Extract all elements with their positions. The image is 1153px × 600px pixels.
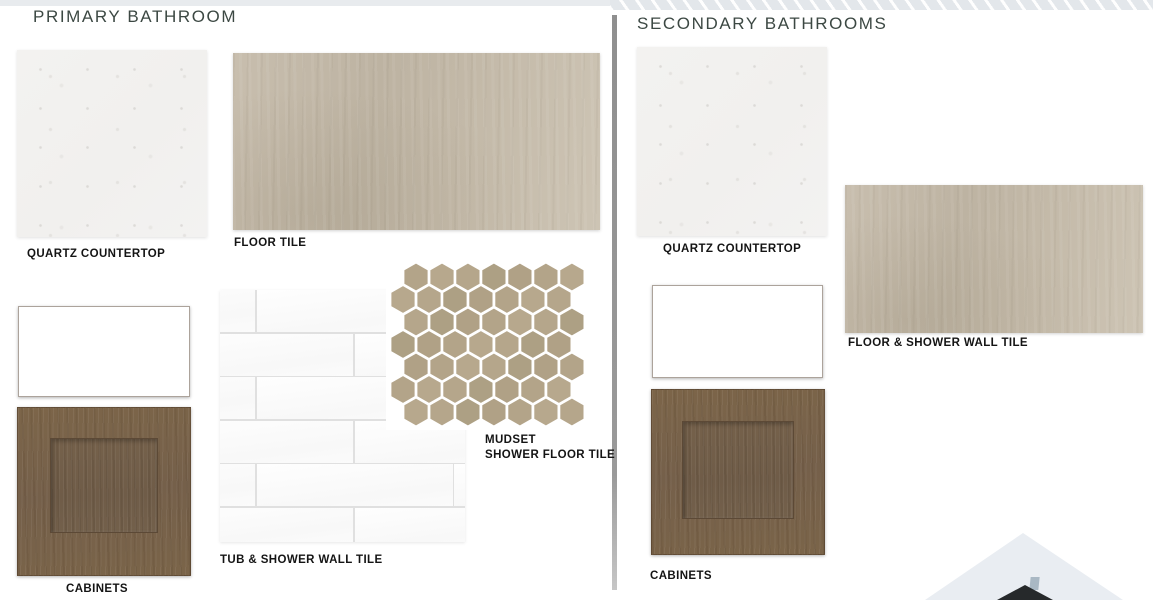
house-chimney-icon xyxy=(1029,577,1039,590)
hex-tile xyxy=(443,286,466,313)
subway-tile-row xyxy=(220,464,465,506)
hex-tile xyxy=(508,309,531,336)
hex-tile xyxy=(443,331,466,358)
hex-tile xyxy=(482,354,505,381)
primary-bathroom-heading: PRIMARY BATHROOM xyxy=(33,7,238,26)
secondary-quartz-countertop-label: QUARTZ COUNTERTOP xyxy=(663,243,802,255)
secondary-bathrooms-heading: SECONDARY BATHROOMS xyxy=(637,14,888,33)
hex-tile xyxy=(534,264,557,291)
mudset-label-line2: SHOWER FLOOR TILE xyxy=(485,449,616,461)
hex-tile xyxy=(391,376,414,403)
primary-cabinet-door-swatch xyxy=(17,407,191,576)
hex-tile xyxy=(495,331,518,358)
subway-tile xyxy=(355,508,466,543)
primary-cabinets-label: CABINETS xyxy=(66,583,128,595)
hex-tile xyxy=(560,399,583,426)
hex-tile xyxy=(404,399,427,426)
hex-tile xyxy=(547,286,570,313)
subway-tile xyxy=(220,464,255,506)
hex-tile xyxy=(391,286,414,313)
hex-tile xyxy=(430,354,453,381)
hex-tile xyxy=(508,399,531,426)
hex-tile xyxy=(456,399,479,426)
hex-tile xyxy=(469,286,492,313)
hex-tile xyxy=(469,331,492,358)
hex-tile xyxy=(521,331,544,358)
secondary-floor-shower-wall-tile-swatch xyxy=(845,185,1143,333)
hex-tile xyxy=(430,264,453,291)
hex-tile xyxy=(404,354,427,381)
secondary-cabinets-label: CABINETS xyxy=(650,570,712,582)
cabinet-door-panel xyxy=(50,438,158,533)
hex-tile xyxy=(508,354,531,381)
hex-tile xyxy=(404,309,427,336)
hex-tile xyxy=(404,264,427,291)
tub-shower-wall-tile-label: TUB & SHOWER WALL TILE xyxy=(220,554,383,566)
hex-tile xyxy=(547,376,570,403)
hex-tile xyxy=(547,331,570,358)
hex-tile xyxy=(534,354,557,381)
subway-tile xyxy=(220,334,353,376)
hex-tile xyxy=(482,264,505,291)
section-divider xyxy=(612,15,617,590)
hex-tile xyxy=(560,354,583,381)
hex-tile xyxy=(430,399,453,426)
subway-tile xyxy=(220,421,353,463)
subway-tile xyxy=(220,290,255,332)
hex-mosaic-pattern xyxy=(386,258,588,430)
hex-tile xyxy=(482,399,505,426)
hex-tile xyxy=(391,331,414,358)
hex-tile xyxy=(443,376,466,403)
subway-tile xyxy=(220,377,255,419)
hex-tile xyxy=(534,399,557,426)
hex-tile xyxy=(521,376,544,403)
hex-tile xyxy=(430,309,453,336)
secondary-cabinet-door-swatch xyxy=(651,389,825,555)
hex-tile xyxy=(521,286,544,313)
primary-floor-tile-swatch xyxy=(233,53,600,230)
mudset-label-line1: MUDSET xyxy=(485,434,536,446)
subway-tile xyxy=(257,464,453,506)
hex-tile xyxy=(534,309,557,336)
mudset-shower-floor-tile-label xyxy=(485,433,615,463)
hex-tile xyxy=(560,309,583,336)
hex-tile xyxy=(456,354,479,381)
primary-floor-tile-label: FLOOR TILE xyxy=(234,237,307,249)
hex-tile xyxy=(495,286,518,313)
primary-quartz-countertop-swatch xyxy=(17,50,207,237)
hex-tile xyxy=(495,376,518,403)
hex-tile xyxy=(417,376,440,403)
top-accent-band-striped xyxy=(610,0,1153,10)
hex-tile xyxy=(456,264,479,291)
cabinet-door-panel xyxy=(682,421,794,519)
secondary-floor-shower-wall-tile-label: FLOOR & SHOWER WALL TILE xyxy=(848,337,1028,349)
hex-tile xyxy=(469,376,492,403)
primary-quartz-countertop-label: QUARTZ COUNTERTOP xyxy=(27,248,166,260)
subway-tile xyxy=(220,508,353,543)
secondary-quartz-countertop-swatch xyxy=(637,47,827,236)
hex-tile xyxy=(508,264,531,291)
hex-tile xyxy=(417,286,440,313)
primary-cabinet-wood-swatch xyxy=(18,306,190,397)
hex-tile xyxy=(456,309,479,336)
subway-tile xyxy=(454,464,465,506)
hex-tile xyxy=(560,264,583,291)
secondary-cabinet-wood-swatch xyxy=(652,285,823,378)
subway-tile-row xyxy=(220,508,465,543)
mudset-shower-floor-tile-swatch xyxy=(386,258,588,430)
hex-tile xyxy=(482,309,505,336)
hex-tile xyxy=(417,331,440,358)
